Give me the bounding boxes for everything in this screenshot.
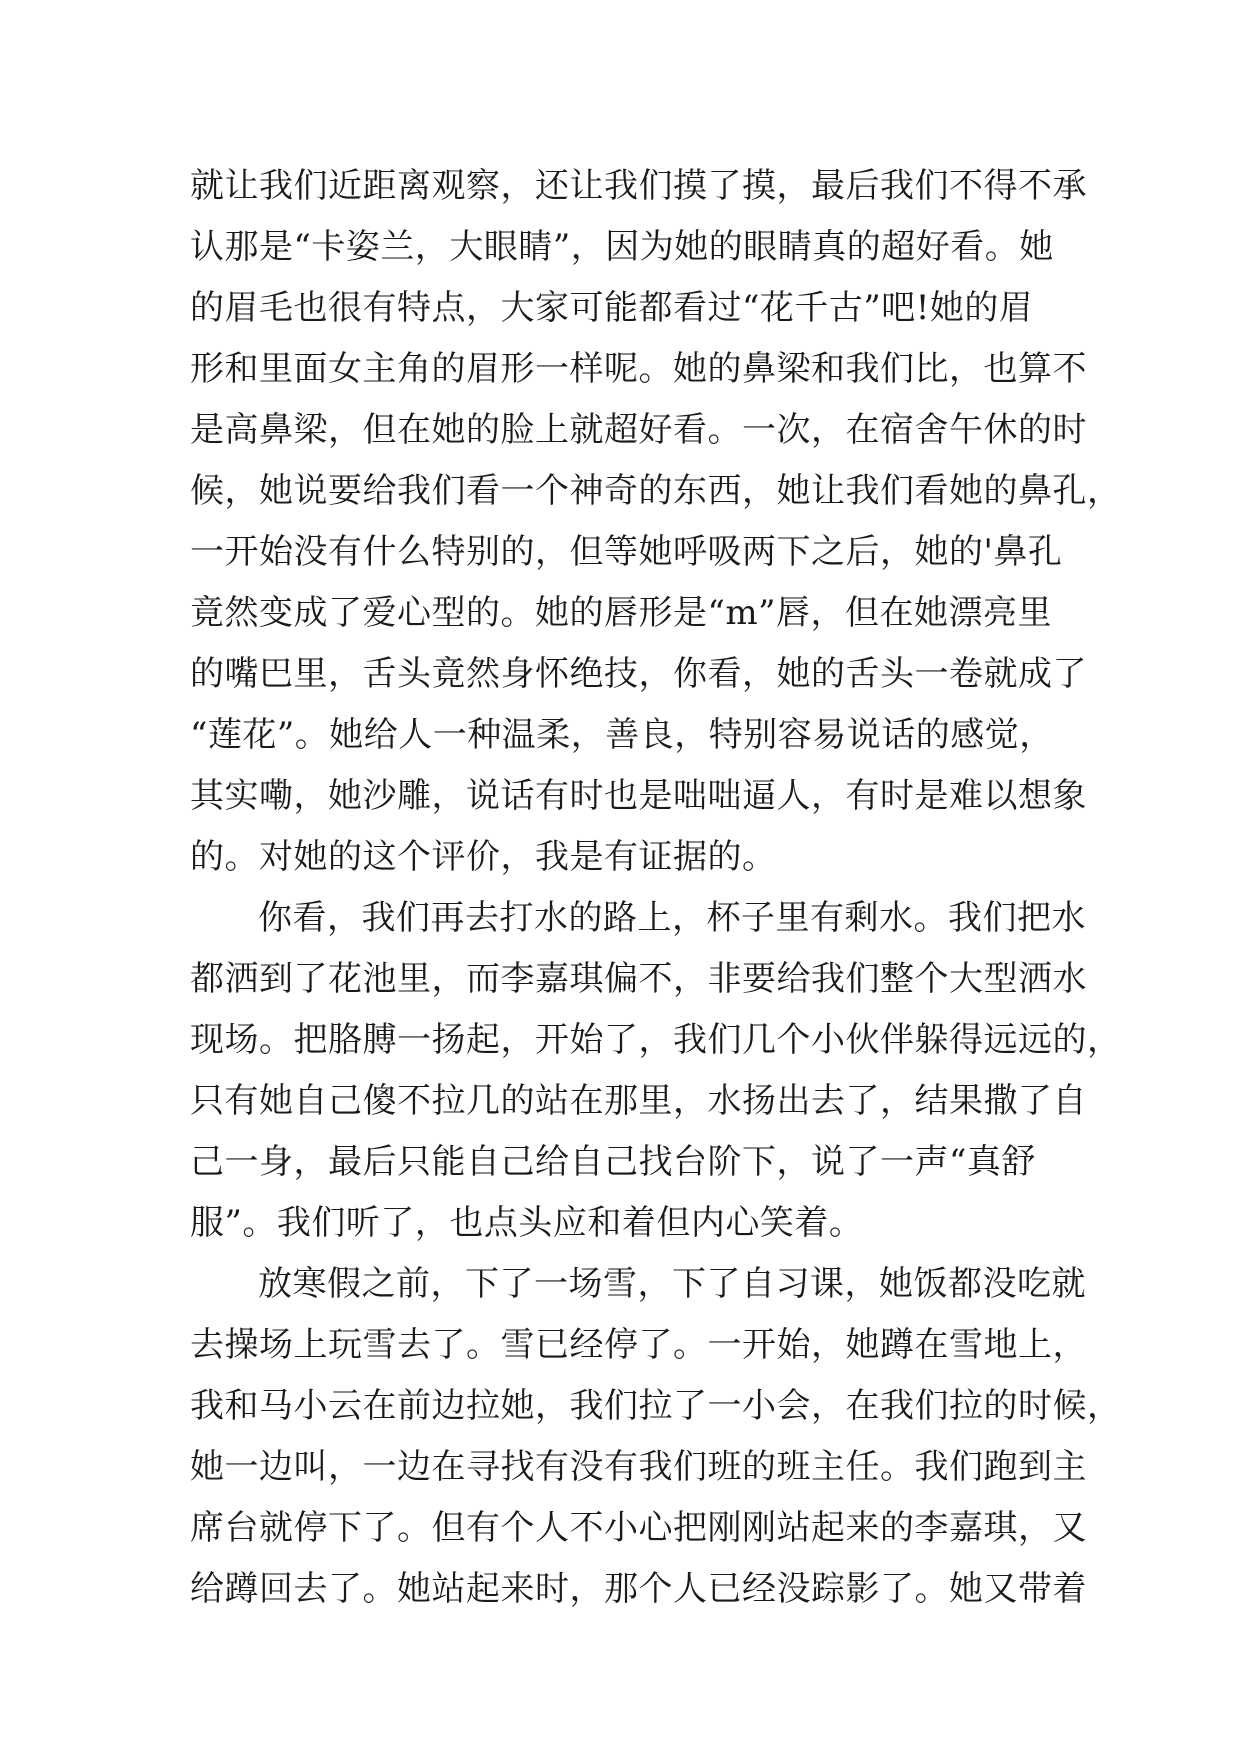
text-line: 给蹲回去了。她站起来时，那个人已经没踪影了。她又带着 bbox=[190, 1569, 1087, 1609]
text-line: 她一边叫，一边在寻找有没有我们班的班主任。我们跑到主 bbox=[190, 1447, 1087, 1487]
text-line: 就让我们近距离观察，还让我们摸了摸，最后我们不得不承 bbox=[190, 166, 1087, 206]
text-line: 席台就停下了。但有个人不小心把刚刚站起来的李嘉琪，又 bbox=[190, 1508, 1087, 1548]
document-page bbox=[190, 156, 1122, 1620]
text-line: “莲花”。她给人一种温柔，善良，特别容易说话的感觉， bbox=[190, 715, 1054, 755]
text-line: 己一身，最后只能自己给自己找台阶下，说了一声“真舒 bbox=[190, 1142, 1036, 1182]
text-line: 其实嘞，她沙雕，说话有时也是咄咄逼人，有时是难以想象 bbox=[190, 776, 1087, 816]
text-line: 竟然变成了爱心型的。她的唇形是“m”唇，但在她漂亮里 bbox=[190, 593, 1053, 633]
text-line: 只有她自己傻不拉几的站在那里，水扬出去了，结果撒了自 bbox=[190, 1081, 1087, 1121]
text-line: 去操场上玩雪去了。雪已经停了。一开始，她蹲在雪地上， bbox=[190, 1325, 1087, 1365]
text-line: 候，她说要给我们看一个神奇的东西，她让我们看她的鼻孔， bbox=[190, 471, 1122, 511]
paragraph-1 bbox=[190, 156, 1122, 888]
text-line: 服”。我们听了，也点头应和着但内心笑着。 bbox=[190, 1203, 864, 1243]
text-line: 放寒假之前，下了一场雪，下了自习课，她饭都没吃就 bbox=[258, 1264, 1086, 1304]
text-line: 我和马小云在前边拉她，我们拉了一小会，在我们拉的时候， bbox=[190, 1386, 1122, 1426]
paragraph-3 bbox=[190, 1254, 1122, 1620]
paragraph-2 bbox=[190, 888, 1122, 1254]
text-line: 你看，我们再去打水的路上，杯子里有剩水。我们把水 bbox=[258, 898, 1086, 938]
text-line: 现场。把胳膊一扬起，开始了，我们几个小伙伴躲得远远的， bbox=[190, 1020, 1122, 1060]
text-line: 一开始没有什么特别的，但等她呼吸两下之后，她的'鼻孔 bbox=[190, 532, 1063, 572]
text-line: 的嘴巴里，舌头竟然身怀绝技，你看，她的舌头一卷就成了 bbox=[190, 654, 1087, 694]
text-line: 的。对她的这个评价，我是有证据的。 bbox=[190, 837, 777, 877]
text-line: 都洒到了花池里，而李嘉琪偏不，非要给我们整个大型洒水 bbox=[190, 959, 1087, 999]
text-line: 形和里面女主角的眉形一样呢。她的鼻梁和我们比，也算不 bbox=[190, 349, 1087, 389]
text-line: 是高鼻梁，但在她的脸上就超好看。一次，在宿舍午休的时 bbox=[190, 410, 1087, 450]
text-line: 的眉毛也很有特点，大家可能都看过“花千古”吧!她的眉 bbox=[190, 288, 1034, 328]
text-line: 认那是“卡姿兰，大眼睛”，因为她的眼睛真的超好看。她 bbox=[190, 227, 1054, 267]
